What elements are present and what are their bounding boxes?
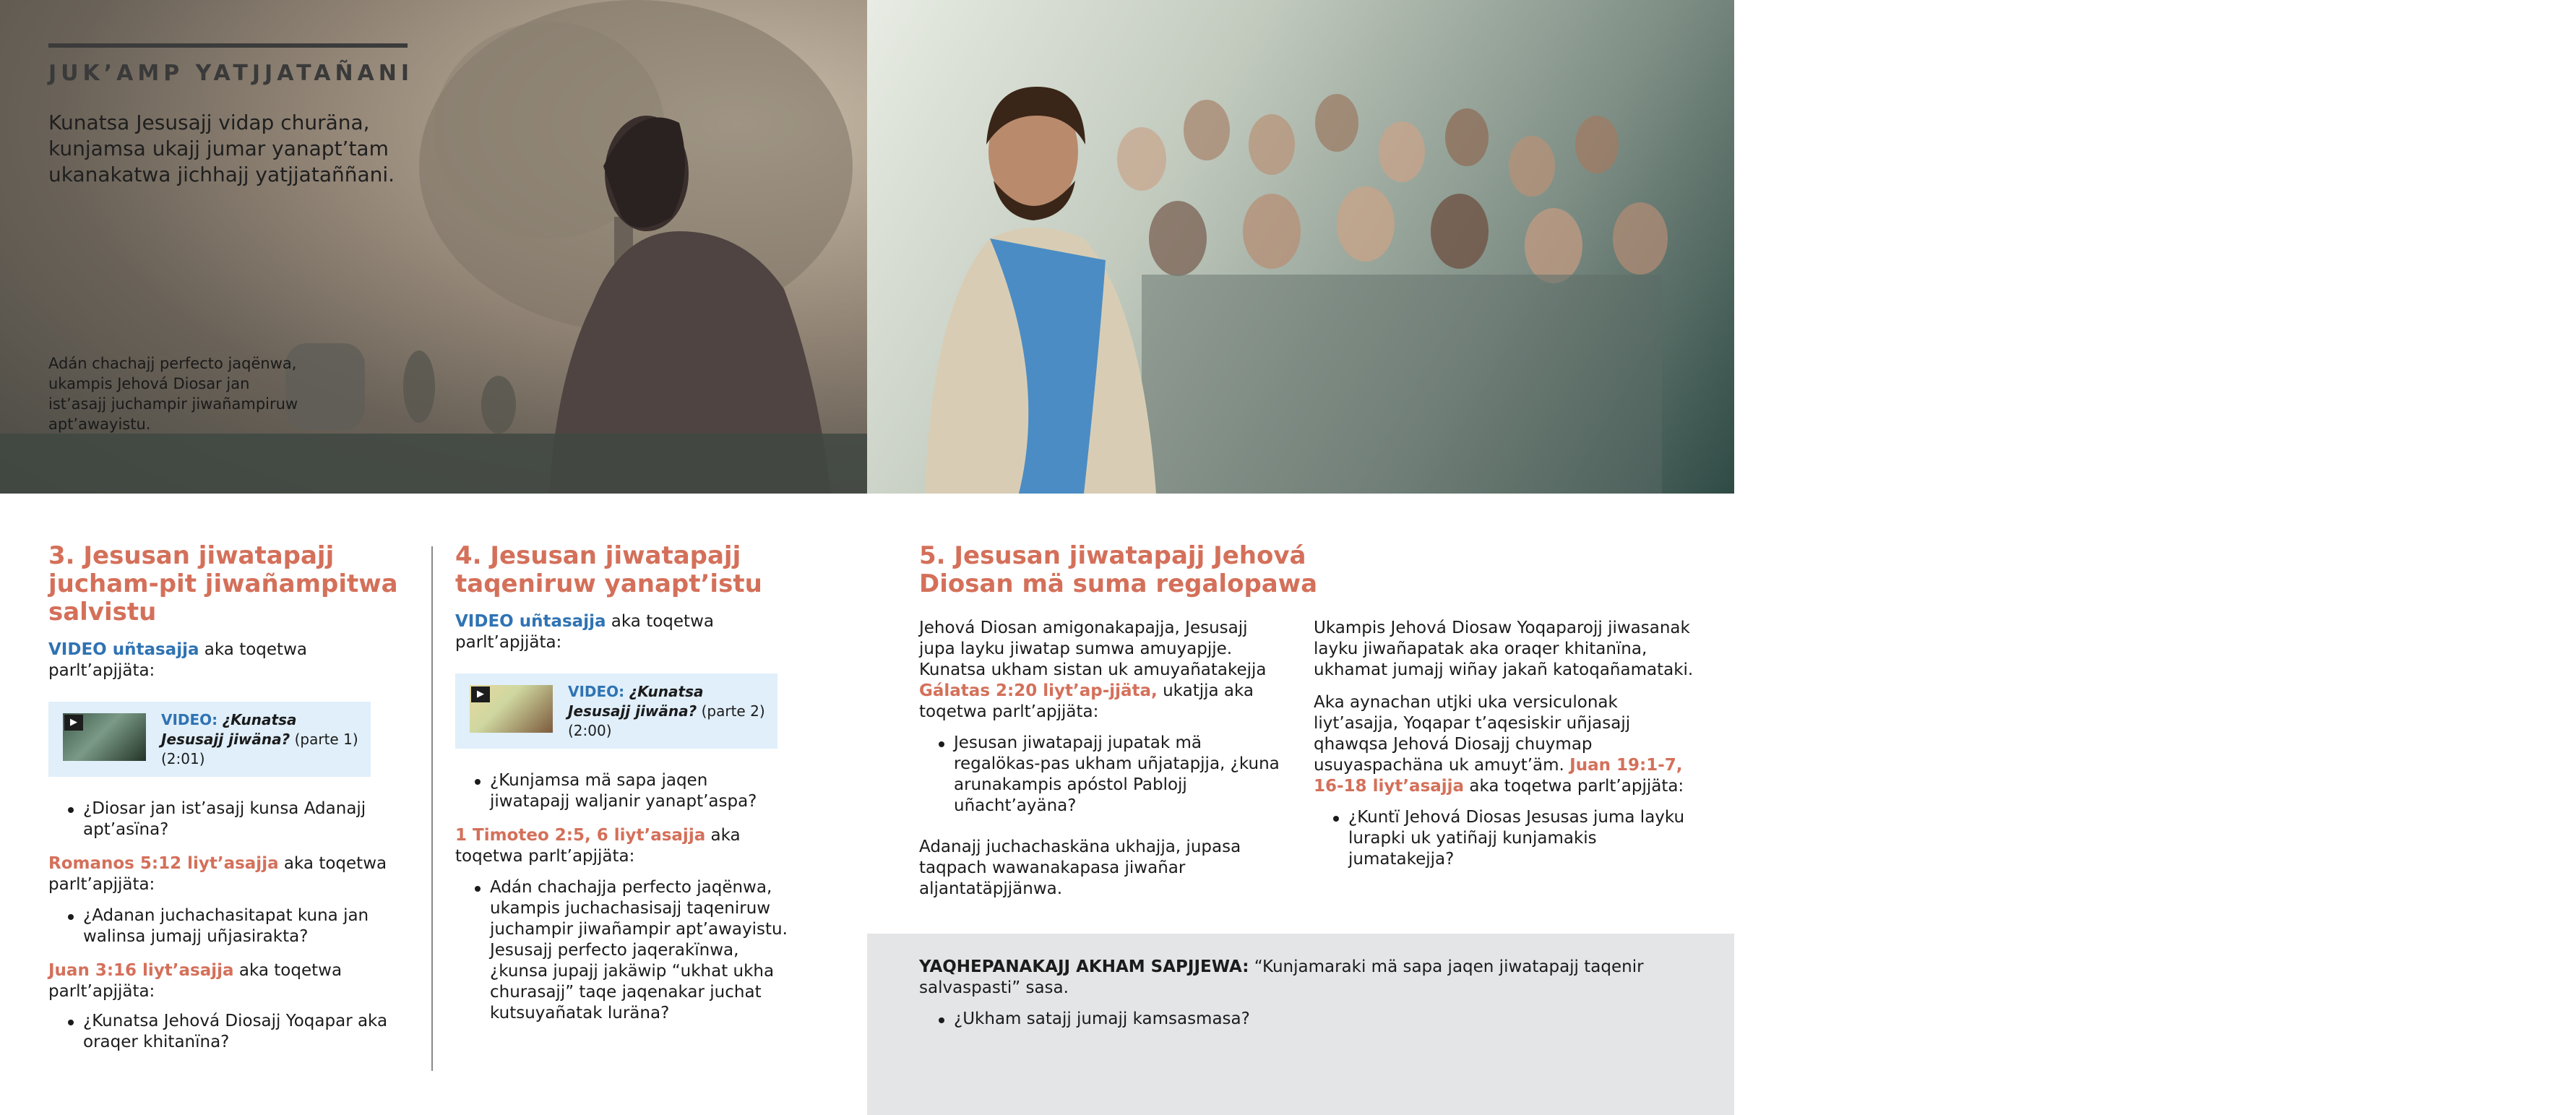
scripture-reference[interactable]: Juan 19:1-7, 16-18 liyt’asajja	[1314, 756, 1683, 796]
section-5-column-left	[919, 618, 1288, 900]
scripture-reference[interactable]: Romanos 5:12 liyt’asajja	[48, 854, 279, 873]
video-title-block[interactable]: VIDEO: ¿Kunatsa Jesusajj jiwäna? (parte 2) (2:00)	[568, 683, 765, 739]
list-item: ¿Kunatsa Jehová Diosajj Yoqapar aka oraqer khitanïna?	[48, 1011, 410, 1053]
paragraph: Adanajj juchachaskäna ukhajja, jupasa taqpach wawanakapasa jiwañar aljantatäpjjänwa.	[919, 838, 1241, 898]
video-thumbnail[interactable]	[470, 685, 553, 733]
jesus-illustration	[867, 0, 1734, 494]
section-kicker: JUK’AMP YATJJATAÑANI	[48, 61, 414, 86]
list-item: Jesusan jiwatapajj jupatak mä regalökas-pas ukham uñjatapjja, ¿kuna arunakampis apóstol Pablojj uñacht’ayäna?	[919, 733, 1288, 817]
section-3-title: 3. Jesusan jiwatapajj jucham-pit jiwañampitwa salvistu	[48, 541, 398, 627]
scripture-instruction: 1 Timoteo 2:5, 6 liyt’asajja aka toqetwa parlt’apjjäta:	[455, 826, 741, 866]
paragraph: Ukampis Jehová Diosaw Yoqaparojj jiwasanak layku jiwañapatak aka oraqer khitanïna, ukhamat jumajj wiñay jakañ katoqañamataki.	[1314, 619, 1694, 679]
section-4-title: 4. Jesusan jiwatapajj taqeniruw yanapt’istu	[455, 541, 762, 598]
objection-text: YAQHEPANAKAJJ AKHAM SAPJJEWA: “Kunjamaraki mä sapa jaqen jiwatapajj taqenir salvaspasti” sasa.	[919, 957, 1644, 997]
paragraph: Jehová Diosan amigonakapajja, Jesusajj jupa layku jiwatap sumwa amuyapjje. Kunatsa ukham sistan uk amuyañatakejja Gálatas 2:20 liyt’ap-jjäta, ukatjja aka toqetwa parlt’apjjäta:	[919, 619, 1267, 721]
hero-image-jesus	[867, 0, 2549, 494]
question-list	[919, 733, 1288, 817]
list-item: ¿Kunjamsa mä sapa jaqen jiwatapajj waljanir yanapt’aspa?	[455, 770, 788, 812]
section-3	[48, 542, 410, 1053]
play-icon[interactable]: ▶	[471, 686, 490, 702]
list-item: Adán chachajja perfecto jaqënwa, ukampis juchachasisajj taqeniruw juchampir jiwañampir apt’awayistu. Jesusajj perfecto jaqerakïnwa, ¿kunsa jupajj jakäwip “ukhat ukha churasajj” taqe jaqenakar juchat kutsuyañatak luräna?	[455, 877, 788, 1024]
question-list	[48, 905, 410, 947]
question-list	[455, 877, 788, 1024]
list-item: ¿Diosar jan ist’asajj kunsa Adanajj apt’asïna?	[48, 798, 410, 840]
video-instruction: VIDEO uñtasajja aka toqetwa parlt’apjjäta:	[48, 640, 307, 680]
list-item: ¿Adanan juchachasitapat kuna jan walinsa jumajj uñjasirakta?	[48, 905, 410, 947]
scripture-reference[interactable]: Juan 3:16 liyt’asajja	[48, 961, 234, 980]
list-item: ¿Kuntï Jehová Diosas Jesusas juma layku lurapki uk yatiñajj kunjamakis jumatakejja?	[1314, 807, 1697, 870]
play-icon[interactable]: ▶	[64, 715, 83, 731]
kicker-rule	[48, 43, 408, 48]
video-instruction: VIDEO uñtasajja aka toqetwa parlt’apjjäta:	[455, 612, 714, 652]
video-link-part-2[interactable]	[455, 673, 777, 749]
intro-text: Kunatsa Jesusajj vidap churäna, kunjamsa ukajj jumar yanapt’tam ukanakatwa jichhajj yatjjataññani.	[48, 111, 395, 186]
objection-panel	[867, 934, 1734, 1115]
question-list	[455, 770, 788, 812]
question-list	[1314, 807, 1697, 870]
section-4	[455, 542, 788, 1024]
section-5-column-right	[1314, 618, 1697, 870]
video-title-block[interactable]: VIDEO: ¿Kunatsa Jesusajj jiwäna? (parte 1) (2:01)	[161, 711, 358, 767]
hero-image-adam	[0, 0, 867, 494]
video-word: VIDEO uñtasajja	[455, 612, 606, 631]
list-item: ¿Ukham satajj jumajj kamsasmasa?	[919, 1009, 1700, 1030]
hero-banner	[0, 0, 2549, 494]
image-caption-adam: Adán chachajj perfecto jaqënwa, ukampis Jehová Diosar jan ist’asajj juchampir jiwañampiruw apt’awayistu.	[48, 355, 298, 433]
scripture-instruction: Juan 3:16 liyt’asajja aka toqetwa parlt’apjjäta:	[48, 961, 343, 1001]
section-5-title: 5. Jesusan jiwatapajj Jehová Diosan mä suma regalopawa	[919, 541, 1318, 598]
scripture-reference[interactable]: 1 Timoteo 2:5, 6 liyt’asajja	[455, 826, 706, 845]
video-thumbnail[interactable]	[63, 713, 146, 761]
question-list	[48, 798, 410, 840]
video-link-part-1[interactable]	[48, 702, 371, 777]
question-list	[919, 1009, 1700, 1030]
question-list	[48, 1011, 410, 1053]
column-divider	[431, 546, 433, 1071]
scripture-instruction: Romanos 5:12 liyt’asajja aka toqetwa parlt’apjjäta:	[48, 854, 387, 894]
objection-lead: YAQHEPANAKAJJ AKHAM SAPJJEWA:	[919, 957, 1249, 976]
image-caption-jesus: Jesusajj perfecto jaqënwa, jupajj Diosar ist’asaw sarnaqäna, ukhamat-wa jaqenakan perfectöpjjañapataki ukhamarak wiñay jakapjjañapatak mä thak jist’arawayi.	[2301, 358, 2549, 477]
section-5	[919, 542, 1685, 598]
video-word: VIDEO uñtasajja	[48, 640, 199, 659]
scripture-reference[interactable]: Gálatas 2:20 liyt’ap-jjäta,	[919, 681, 1158, 700]
paragraph: Aka aynachan utjki uka versiculonak liyt’asajja, Yoqapar t’aqesiskir uñjasajj qhawqsa Jehová Diosajj chuymap usuyaspachäna uk amuyt’äm. Juan 19:1-7, 16-18 liyt’asajja aka toqetwa parlt’apjjäta:	[1314, 693, 1684, 796]
